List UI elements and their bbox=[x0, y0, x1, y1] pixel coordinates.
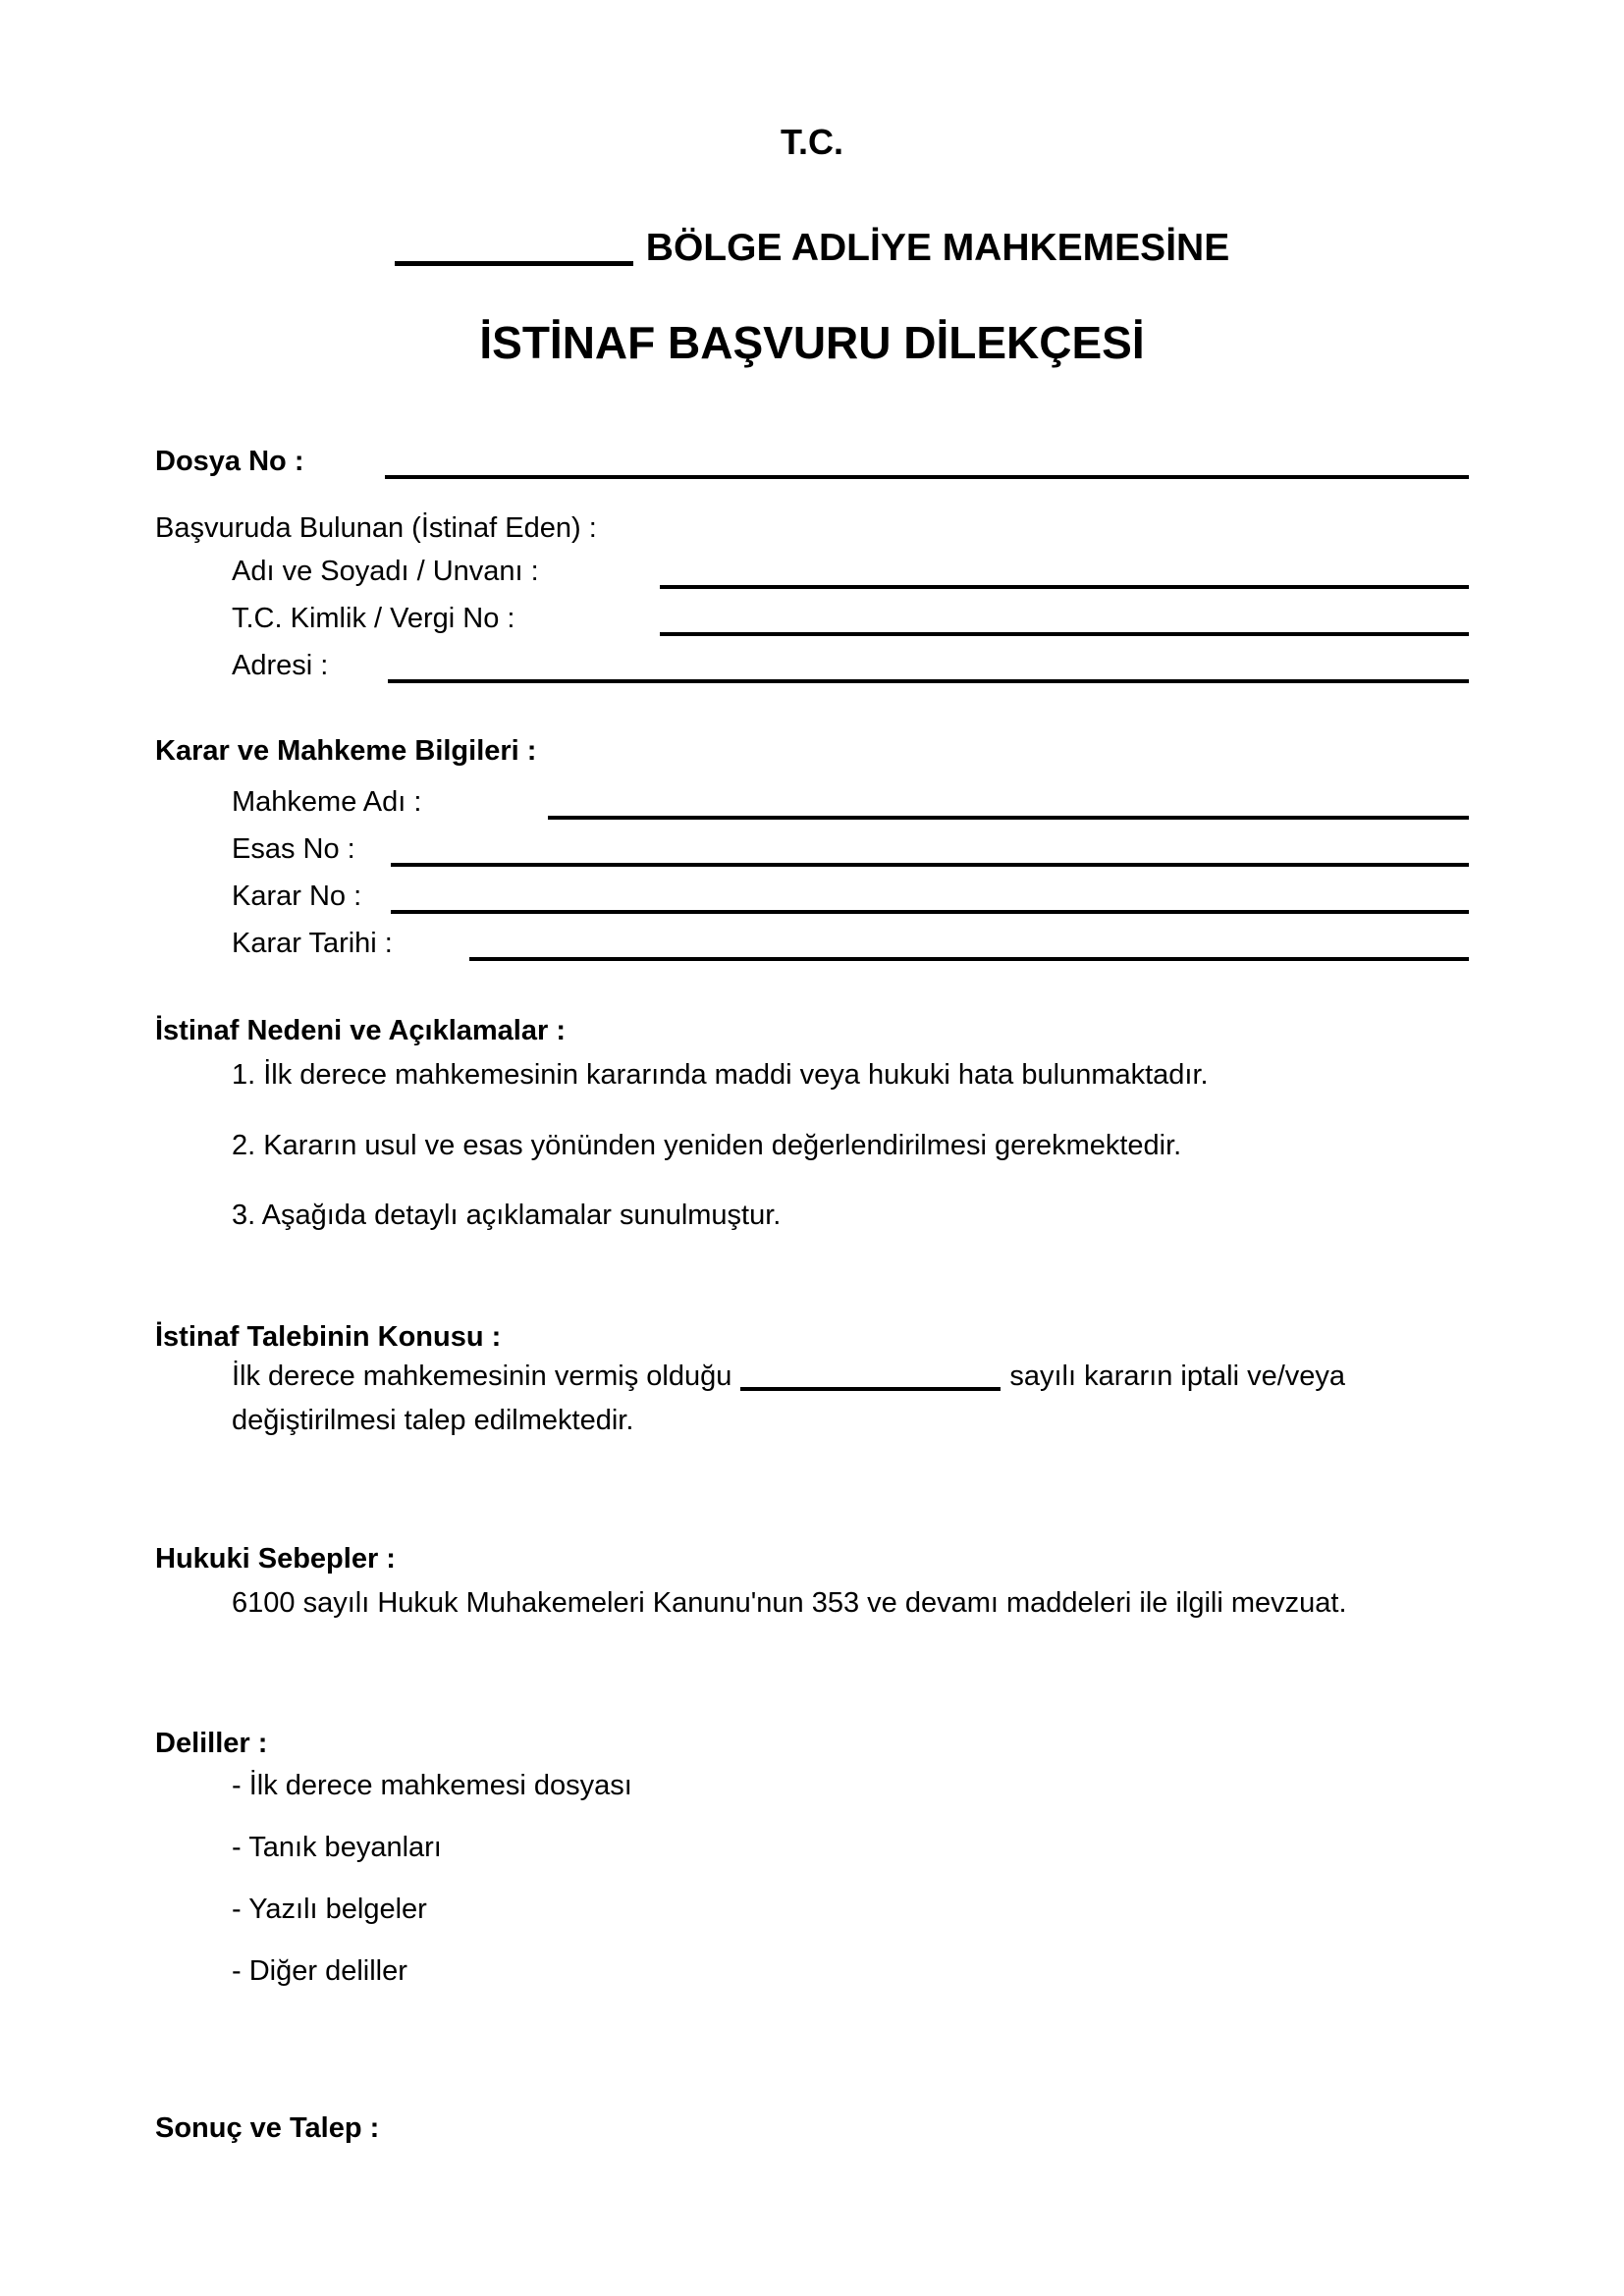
court-name-fill-line bbox=[548, 784, 1469, 820]
header-country-abbr: T.C. bbox=[780, 122, 843, 162]
legal-grounds-text: 6100 sayılı Hukuk Muhakemeleri Kanunu'nun 353 ve devamı maddeleri ile ilgili mevzuat. bbox=[232, 1587, 1347, 1619]
case-no-fill-line bbox=[391, 831, 1469, 867]
decision-number-blank-line bbox=[740, 1386, 1001, 1391]
evidence-item: - İlk derece mahkemesi dosyası bbox=[232, 1770, 632, 1801]
field-row-court-name bbox=[155, 784, 1469, 820]
file-no-label: Dosya No : bbox=[155, 446, 304, 477]
evidence-item: - Yazılı belgeler bbox=[232, 1894, 427, 1925]
field-row-id-no bbox=[155, 601, 1469, 636]
appeal-reason-item: 2. Kararın usul ve esas yönünden yeniden değerlendirilmesi gerekmektedir. bbox=[232, 1130, 1182, 1161]
section-heading-legal-grounds: Hukuki Sebepler : bbox=[155, 1543, 396, 1575]
section-heading-conclusion: Sonuç ve Talep : bbox=[155, 2112, 380, 2144]
section-heading-appeal-reasons: İstinaf Nedeni ve Açıklamalar : bbox=[155, 1015, 566, 1046]
field-row-decision-no bbox=[155, 879, 1469, 914]
field-row-case-no bbox=[155, 831, 1469, 867]
field-row-decision-date bbox=[155, 926, 1469, 961]
decision-no-fill-line bbox=[391, 879, 1469, 914]
case-no-label: Esas No : bbox=[232, 833, 355, 865]
field-row-address bbox=[155, 648, 1469, 683]
file-no-fill-line bbox=[385, 444, 1469, 479]
section-heading-evidence: Deliller : bbox=[155, 1728, 268, 1759]
field-row-file-no bbox=[155, 444, 1469, 479]
header-court-line bbox=[155, 226, 1469, 271]
decision-date-fill-line bbox=[469, 926, 1469, 961]
name-label: Adı ve Soyadı / Unvanı : bbox=[232, 556, 539, 587]
address-label: Adresi : bbox=[232, 650, 329, 681]
appeal-subject-line1-after: sayılı kararın iptali ve/veya bbox=[1009, 1361, 1346, 1392]
id-no-fill-line bbox=[660, 601, 1469, 636]
decision-no-label: Karar No : bbox=[232, 881, 362, 912]
appeal-reason-item: 1. İlk derece mahkemesinin kararında maddi veya hukuki hata bulunmaktadır. bbox=[232, 1059, 1209, 1091]
header-court-text: BÖLGE ADLİYE MAHKEMESİNE bbox=[645, 227, 1230, 269]
decision-date-label: Karar Tarihi : bbox=[232, 928, 393, 959]
appeal-subject-line1 bbox=[232, 1359, 1469, 1394]
appeal-subject-line1-before: İlk derece mahkemesinin vermiş olduğu bbox=[232, 1361, 732, 1392]
appeal-subject-line2: değiştirilmesi talep edilmektedir. bbox=[232, 1405, 634, 1436]
appeal-reason-item: 3. Aşağıda detaylı açıklamalar sunulmuştur. bbox=[232, 1200, 782, 1231]
evidence-item: - Tanık beyanları bbox=[232, 1832, 442, 1863]
field-row-name bbox=[155, 554, 1469, 589]
document-title: İSTİNAF BAŞVURU DİLEKÇESİ bbox=[479, 317, 1145, 368]
section-heading-applicant: Başvuruda Bulunan (İstinaf Eden) : bbox=[155, 512, 597, 544]
evidence-item: - Diğer deliller bbox=[232, 1955, 407, 1987]
address-fill-line bbox=[388, 648, 1469, 683]
appeal-subject-paragraph bbox=[155, 1359, 1469, 1438]
court-name-blank-line bbox=[395, 260, 633, 266]
section-heading-appeal-subject: İstinaf Talebinin Konusu : bbox=[155, 1321, 502, 1353]
name-fill-line bbox=[660, 554, 1469, 589]
id-no-label: T.C. Kimlik / Vergi No : bbox=[232, 603, 515, 634]
court-name-label: Mahkeme Adı : bbox=[232, 786, 422, 818]
section-heading-decision-info: Karar ve Mahkeme Bilgileri : bbox=[155, 735, 537, 767]
